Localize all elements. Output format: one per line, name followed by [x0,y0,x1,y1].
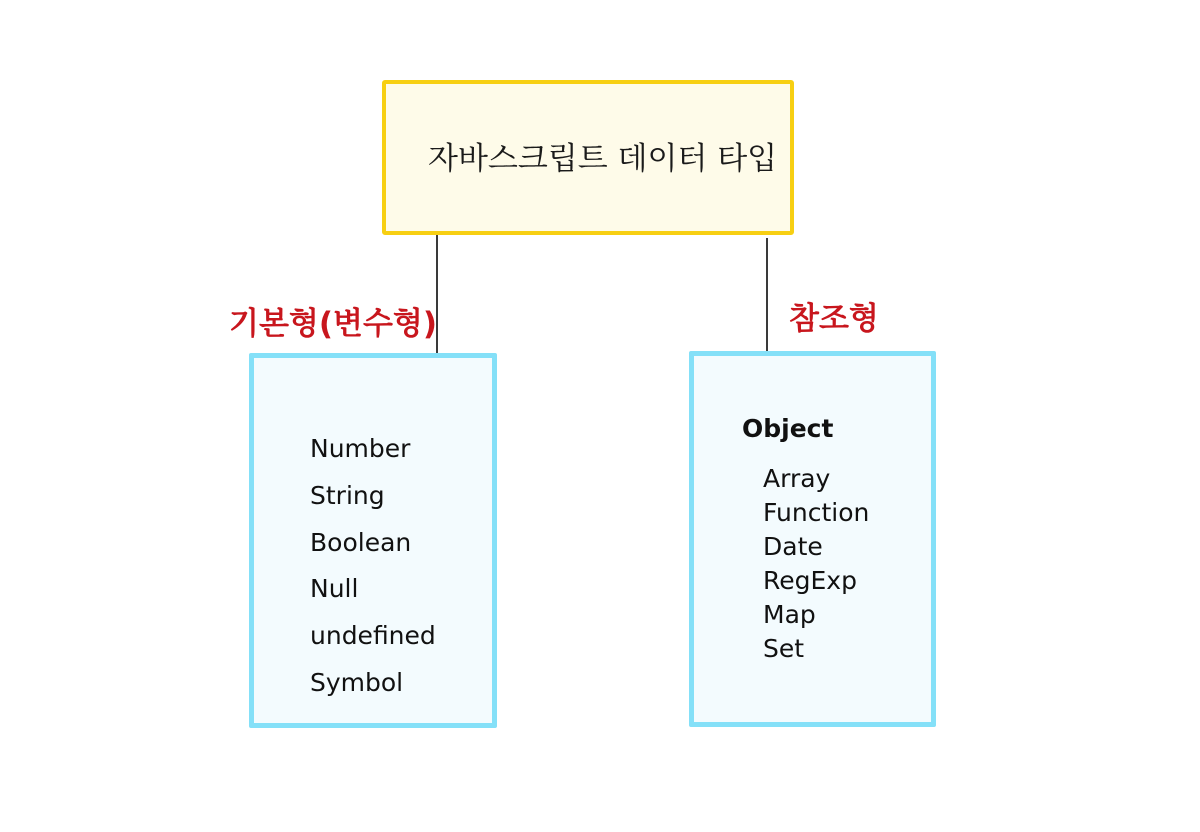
reference-type-item: Map [763,600,816,629]
reference-type-item: Date [763,532,823,561]
primitive-type-list [310,426,436,707]
primitive-branch-label: 기본형(변수형) [229,306,438,342]
primitive-type-item: String [310,480,385,510]
primitive-type-item: Boolean [310,527,412,557]
connector-to-reference [766,238,768,354]
primitive-type-item: undefined [310,621,436,651]
primitive-type-item: Number [310,434,411,463]
reference-type-item: RegExp [763,566,857,595]
root-node-title: 자바스크립트 데이터 타입 [428,141,778,177]
reference-branch-label: 참조형 [789,301,879,337]
reference-object-heading: Object [742,414,834,443]
reference-type-item: Array [763,464,831,493]
reference-type-item: Set [763,634,805,663]
primitive-type-item: Symbol [310,667,404,697]
primitive-type-item: Null [310,574,359,604]
reference-type-item: Function [763,498,870,527]
reference-type-list [763,462,869,666]
